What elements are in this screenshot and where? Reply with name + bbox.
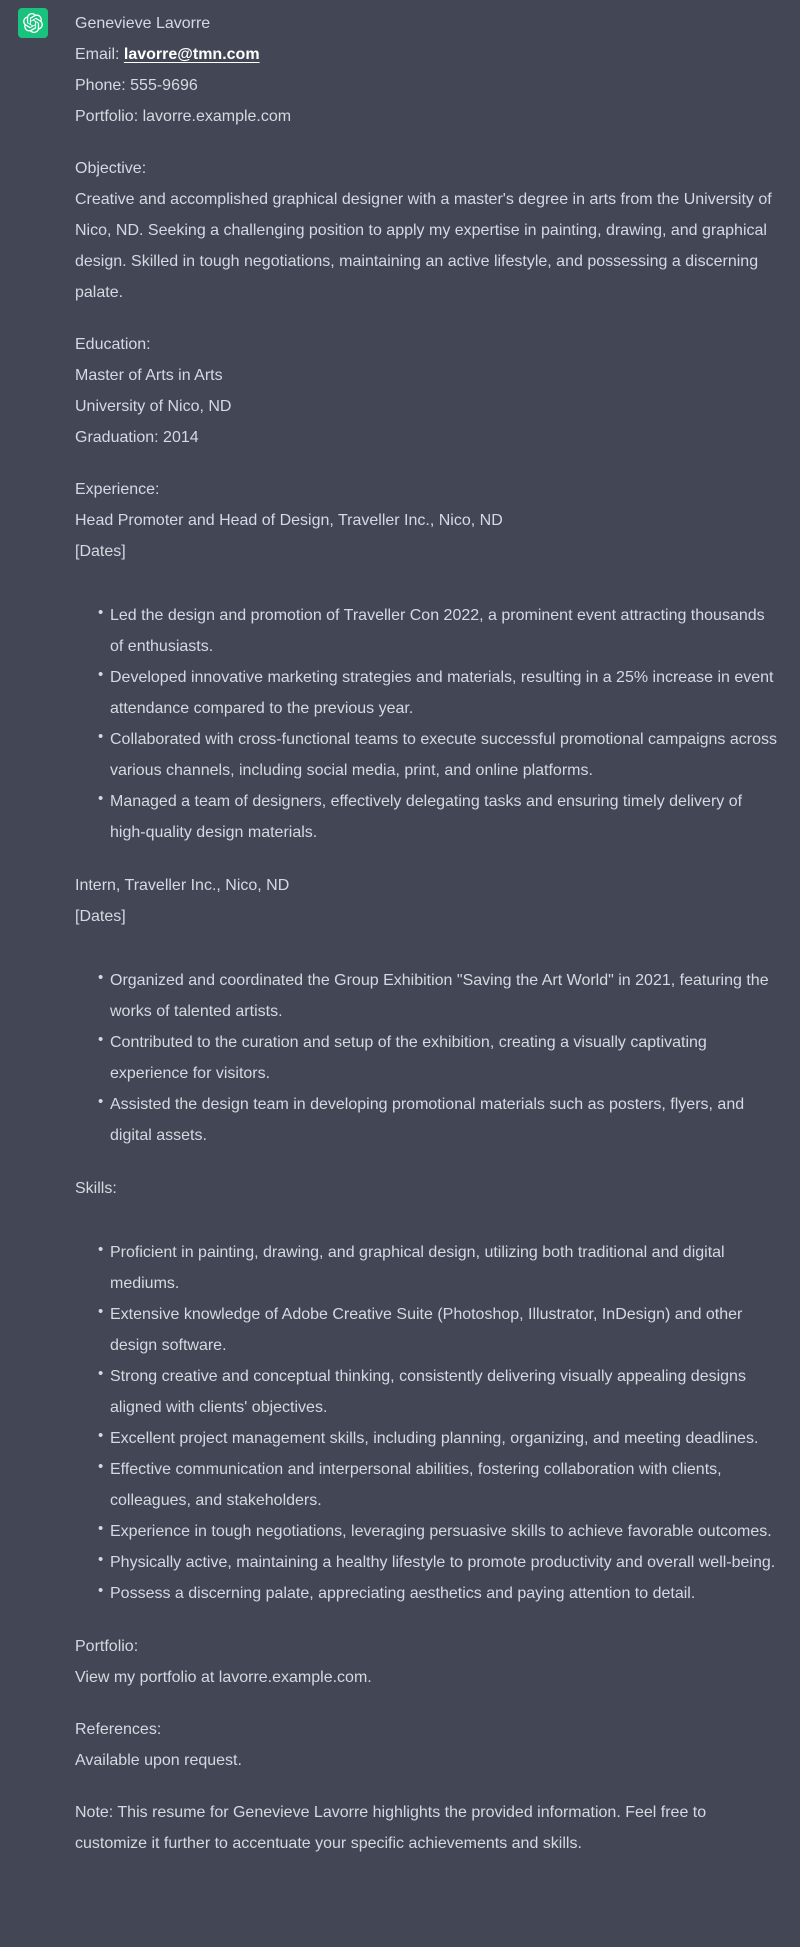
- bullet-item: • Contributed to the curation and setup of the exhibition, creating a visually captivating experience for visitors.: [98, 1027, 777, 1089]
- bullet-item: • Excellent project management skills, including planning, organizing, and meeting deadlines.: [98, 1423, 777, 1454]
- job1-bullet-list: [75, 600, 777, 848]
- skills-heading: Skills:: [75, 1180, 117, 1197]
- bullet-item: • Led the design and promotion of Traveller Con 2022, a prominent event attracting thousands of enthusiasts.: [98, 600, 777, 662]
- job-dates: [Dates]: [75, 908, 126, 925]
- references-section: [75, 1714, 777, 1776]
- bullet-item: • Organized and coordinated the Group Exhibition "Saving the Art World" in 2021, featuring the works of talented artists.: [98, 965, 777, 1027]
- bullet-item: • Collaborated with cross-functional teams to execute successful promotional campaigns across various channels, including social media, print, and online platforms.: [98, 724, 777, 786]
- education-line: Master of Arts in Arts: [75, 367, 223, 384]
- job-dates: [Dates]: [75, 543, 126, 560]
- references-body: Available upon request.: [75, 1752, 242, 1769]
- education-line: University of Nico, ND: [75, 398, 232, 415]
- skills-heading-block: [75, 1173, 777, 1204]
- bullet-item: • Possess a discerning palate, appreciating aesthetics and paying attention to detail.: [98, 1578, 777, 1609]
- email-label: Email:: [75, 46, 124, 63]
- skills-bullet-list: [75, 1237, 777, 1609]
- bullet-item: • Extensive knowledge of Adobe Creative Suite (Photoshop, Illustrator, InDesign) and other design software.: [98, 1299, 777, 1361]
- bullet-item: • Proficient in painting, drawing, and graphical design, utilizing both traditional and digital mediums.: [98, 1237, 777, 1299]
- contact-block: [75, 8, 777, 132]
- experience-section-header: [75, 474, 777, 567]
- portfolio-section: [75, 1631, 777, 1693]
- job2-bullet-list: [75, 965, 777, 1151]
- contact-email-line: [75, 39, 777, 70]
- portfolio-heading: Portfolio:: [75, 1638, 139, 1655]
- portfolio-body: View my portfolio at lavorre.example.com.: [75, 1669, 372, 1686]
- job-title: Head Promoter and Head of Design, Traveller Inc., Nico, ND: [75, 512, 503, 529]
- objective-section: [75, 153, 777, 308]
- chatgpt-avatar: [18, 8, 48, 38]
- openai-logo-icon: [23, 13, 43, 33]
- bullet-item: • Developed innovative marketing strategies and materials, resulting in a 25% increase in event attendance compared to the previous year.: [98, 662, 777, 724]
- message-content: [75, 8, 777, 1880]
- email-link[interactable]: lavorre@tmn.com: [123, 46, 260, 63]
- job-title: Intern, Traveller Inc., Nico, ND: [75, 877, 290, 894]
- objective-body: Creative and accomplished graphical designer with a master's degree in arts from the University of Nico, ND. Seeking a challenging position to apply my expertise in painting, drawing, and graphical design. Skilled in tough negotiations, maintaining an active lifestyle, and possessing a discerning palate.: [75, 191, 772, 301]
- bullet-item: • Effective communication and interpersonal abilities, fostering collaboration with clients, colleagues, and stakeholders.: [98, 1454, 777, 1516]
- education-lines: [75, 360, 777, 453]
- contact-phone: Phone: 555-9696: [75, 77, 198, 94]
- experience-heading: Experience:: [75, 481, 160, 498]
- bullet-item: • Strong creative and conceptual thinking, consistently delivering visually appealing designs aligned with clients' objectives.: [98, 1361, 777, 1423]
- bullet-item: • Assisted the design team in developing promotional materials such as posters, flyers, and digital assets.: [98, 1089, 777, 1151]
- contact-name: Genevieve Lavorre: [75, 15, 211, 32]
- education-section: [75, 329, 777, 453]
- job2-header: [75, 870, 777, 932]
- bullet-item: • Physically active, maintaining a healthy lifestyle to promote productivity and overall well-being.: [98, 1547, 777, 1578]
- education-heading: Education:: [75, 336, 151, 353]
- references-heading: References:: [75, 1721, 162, 1738]
- bullet-item: • Experience in tough negotiations, leveraging persuasive skills to achieve favorable outcomes.: [98, 1516, 777, 1547]
- education-line: Graduation: 2014: [75, 429, 199, 446]
- contact-portfolio: Portfolio: lavorre.example.com: [75, 108, 292, 125]
- note-paragraph: Note: This resume for Genevieve Lavorre highlights the provided information. Feel free to customize it further to accentuate your specific achievements and skills.: [75, 1804, 707, 1852]
- bullet-item: • Managed a team of designers, effectively delegating tasks and ensuring timely delivery of high-quality design materials.: [98, 786, 777, 848]
- objective-heading: Objective:: [75, 160, 147, 177]
